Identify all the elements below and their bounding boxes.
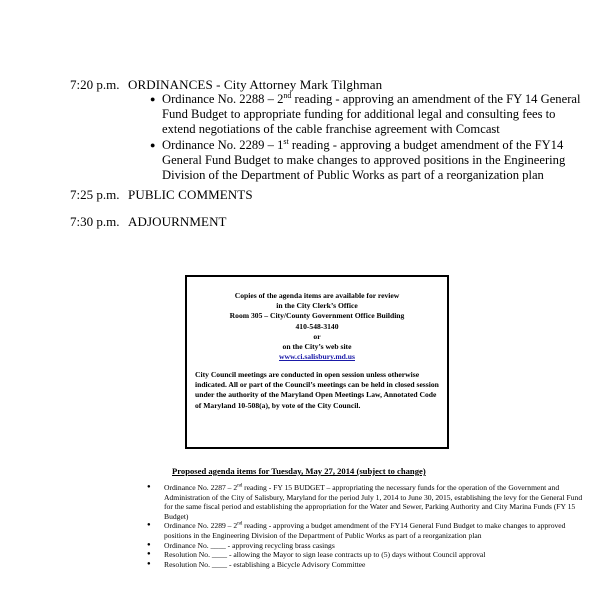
list-item <box>147 521 587 540</box>
item-lead: Resolution No. ____ - establishing a Bicycle Advisory Committee <box>164 559 366 569</box>
notice-line: Room 305 – City/County Government Office Building <box>229 311 405 321</box>
item-lead: Ordinance No. 2289 – 2 <box>164 521 238 531</box>
proposed-title: Proposed agenda items for Tuesday, May 27, 2014 (subject to change) <box>172 466 426 476</box>
bullet-icon: ● <box>150 139 156 150</box>
notice-line: Copies of the agenda items are available for review <box>234 291 400 300</box>
list-item <box>147 483 587 521</box>
list-item <box>150 138 590 184</box>
website-link[interactable]: www.ci.salisbury.md.us <box>279 352 355 362</box>
item-lead: Ordinance No. ____ - approving recycling brass casings <box>164 540 335 550</box>
bullet-icon: ● <box>147 522 151 529</box>
notice-line: in the City Clerk’s Office <box>276 301 358 311</box>
item-rest: reading - FY 15 BUDGET – appropriating the necessary funds for the operation of the Government and Administration of the City of Salisbury, Maryland for the period July 1, 2014 to June 30, 2015, establishing the levy for the General Fund for the same fiscal period and establishing the appropriation for the Water and Sewer, Parking Authority and City Marina Funds (FY 15 Budget) <box>164 483 583 521</box>
notice-paragraph: City Council meetings are conducted in open session unless otherwise indicated. All or part of the Council’s meetings can be held in closed session under the authority of the Maryland Open Meetings Law, Annotated Code of Maryland 10-508(a), by vote of the City Council. <box>195 370 439 410</box>
public-comments-time: 7:25 p.m. <box>70 187 120 202</box>
item-rest: reading - approving a budget amendment of the FY14 General Fund Budget to make changes to approved positions in the Engineering Division of the Department of Public Works as part of a reorganization plan <box>164 521 566 540</box>
item-lead: Ordinance No. 2289 – 1 <box>162 137 284 152</box>
list-item <box>147 550 587 560</box>
bullet-icon: ● <box>147 484 151 490</box>
bullet-icon: ● <box>147 551 151 558</box>
item-lead: Ordinance No. 2288 – 2 <box>162 92 284 106</box>
notice-line: or <box>313 331 321 341</box>
proposed-list <box>147 483 587 569</box>
notice-line: on the City’s web site <box>282 342 352 352</box>
adjournment-time: 7:30 p.m. <box>70 214 120 229</box>
item-sup: st <box>283 136 289 146</box>
item-rest: reading - approving an amendment of the FY 14 General Fund Budget to appropriate funding for additional legal and consulting fees to extend negotiations of the cable franchise agreement with Comcast <box>162 92 581 137</box>
item-sup: nd <box>283 90 292 100</box>
bullet-icon: ● <box>147 541 151 548</box>
item-lead: Resolution No. ____ - allowing the Mayor to sign lease contracts up to (5) days without Council approval <box>164 550 486 560</box>
list-item <box>147 560 587 570</box>
public-comments-heading: PUBLIC COMMENTS <box>128 187 253 202</box>
bullet-icon: ● <box>147 560 151 567</box>
item-sup: nd <box>237 483 243 489</box>
ordinances-list <box>150 92 590 183</box>
list-item <box>150 92 590 138</box>
item-sup: nd <box>237 521 243 527</box>
ordinances-time: 7:20 p.m. <box>70 77 120 92</box>
list-item <box>147 541 587 551</box>
notice-phone: 410-548-3140 <box>295 321 339 331</box>
bullet-icon: ● <box>150 94 156 104</box>
notice-box <box>185 275 449 449</box>
ordinances-heading: ORDINANCES - City Attorney Mark Tilghman <box>128 77 383 92</box>
adjournment-heading: ADJOURNMENT <box>128 214 227 229</box>
item-rest: reading - approving a budget amendment of the FY14 General Fund Budget to make changes to approved positions in the Engineering Division of the Department of Public Works as part of a reorganization plan <box>162 137 566 183</box>
item-lead: Ordinance No. 2287 – 2 <box>164 483 238 492</box>
